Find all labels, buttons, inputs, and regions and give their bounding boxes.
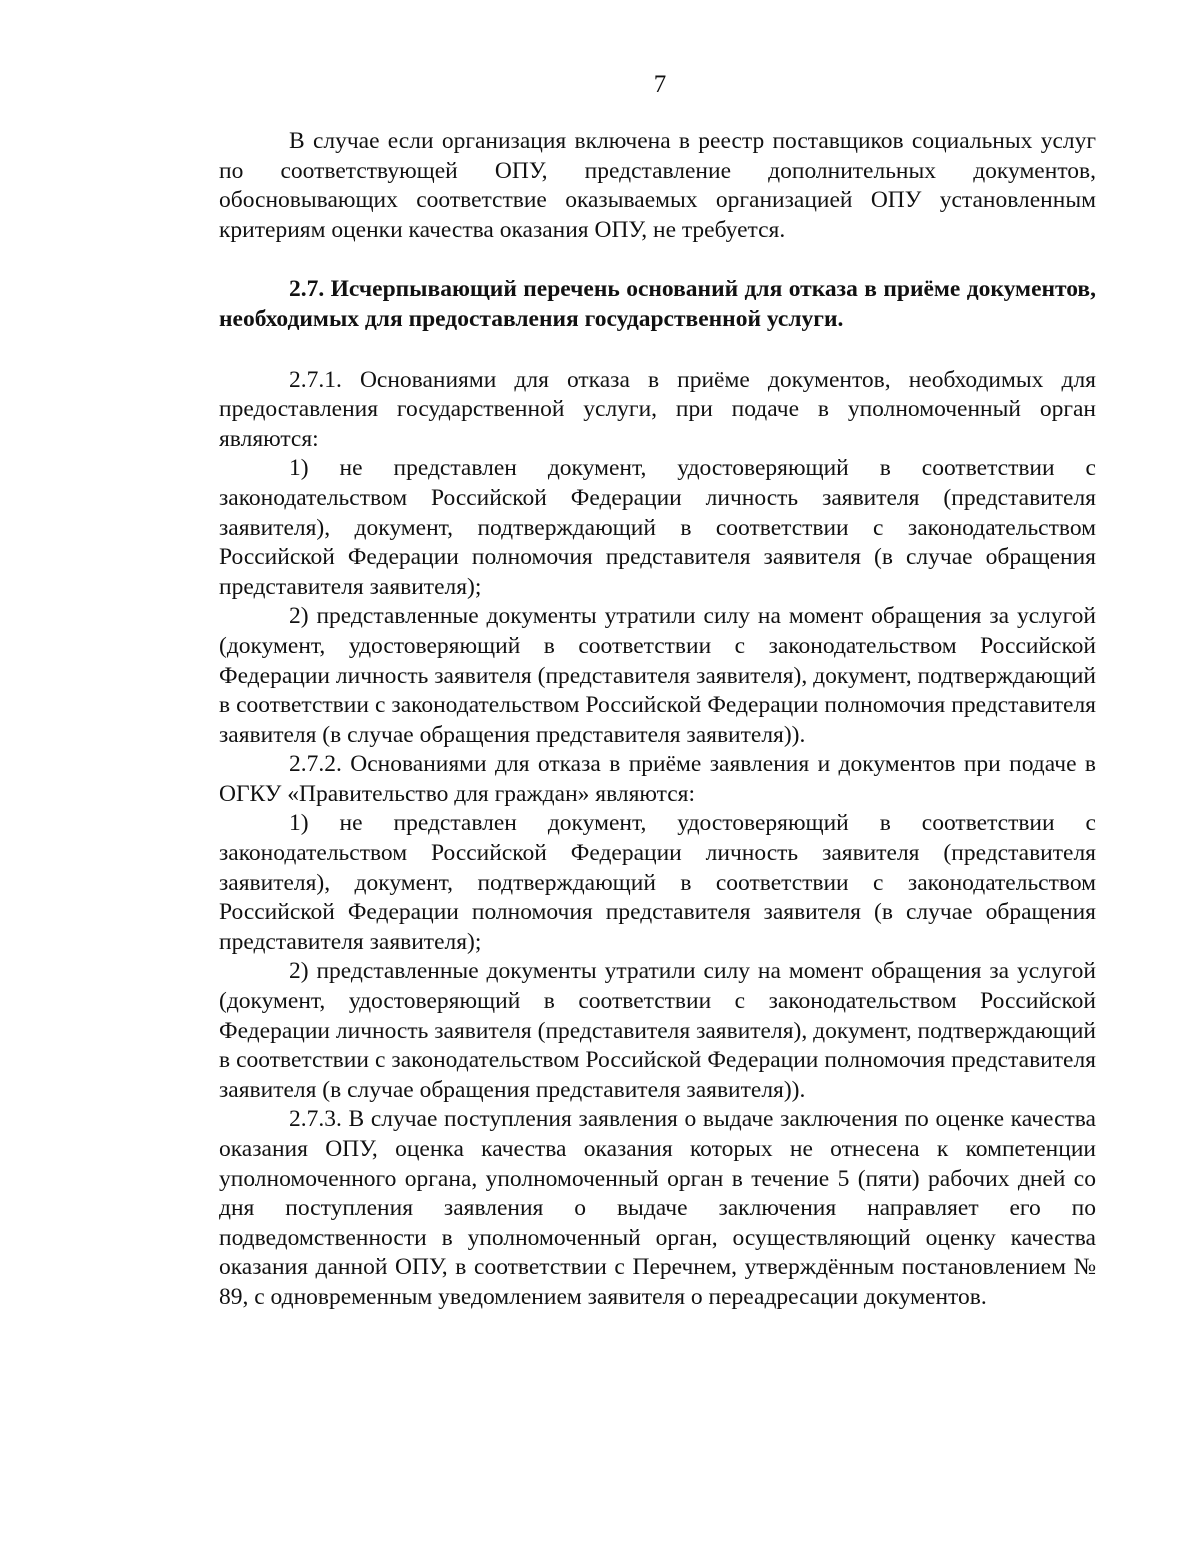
document-body [219, 127, 1096, 1313]
paragraph-2-7-2-item-1: 1) не представлен документ, удостоверяющий в соответствии с законодательством Российской Федерации личность заявителя (представителя заявителя), документ, подтверждающий в соответствии с законодательством Российской Федерации полномочия представителя заявителя (в случае обращения представителя заявителя); [219, 810, 1096, 955]
paragraph-2-7-3: 2.7.3. В случае поступления заявления о выдаче заключения по оценке качества оказания ОПУ, оценка качества оказания которых не отнесена к компетенции уполномоченного органа, уполномоченный орган в течение 5 (пяти) рабочих дней со дня поступления заявления о выдаче заключения направляет его по подведомственности в уполномоченный орган, осуществляющий оценку качества оказания данной ОПУ, в соответствии с Перечнем, утверждённым постановлением № 89, с одновременным уведомлением заявителя о переадресации документов. [219, 1106, 1096, 1310]
paragraph-2-7-1-item-2: 2) представленные документы утратили силу на момент обращения за услугой (документ, удостоверяющий в соответствии с законодательством Российской Федерации личность заявителя (представителя заявителя), документ, подтверждающий в соответствии с законодательством Российской Федерации полномочия представителя заявителя (в случае обращения представителя заявителя)). [219, 603, 1096, 748]
page-number: 7 [653, 71, 667, 98]
paragraph-2-7-1-item-1: 1) не представлен документ, удостоверяющий в соответствии с законодательством Российской Федерации личность заявителя (представителя заявителя), документ, подтверждающий в соответствии с законодательством Российской Федерации полномочия представителя заявителя (в случае обращения представителя заявителя); [219, 455, 1096, 600]
intro-paragraph: В случае если организация включена в реестр поставщиков социальных услуг по соответствующей ОПУ, представление дополнительных документов, обосновывающих соответствие оказываемых организацией ОПУ установленным критериям оценки качества оказания ОПУ, не требуется. [219, 128, 1096, 243]
section-heading: 2.7. Исчерпывающий перечень оснований для отказа в приёме документов, необходимых для предоставления государственной услуги. [219, 276, 1096, 332]
paragraph-2-7-1: 2.7.1. Основаниями для отказа в приёме документов, необходимых для предоставления государственной услуги, при подаче в уполномоченный орган являются: [219, 366, 1096, 452]
paragraph-2-7-2-item-2: 2) представленные документы утратили силу на момент обращения за услугой (документ, удостоверяющий в соответствии с законодательством Российской Федерации личность заявителя (представителя заявителя), документ, подтверждающий в соответствии с законодательством Российской Федерации полномочия представителя заявителя (в случае обращения представителя заявителя)). [219, 958, 1096, 1103]
paragraph-2-7-2: 2.7.2. Основаниями для отказа в приёме заявления и документов при подаче в ОГКУ «Правительство для граждан» являются: [219, 751, 1096, 807]
